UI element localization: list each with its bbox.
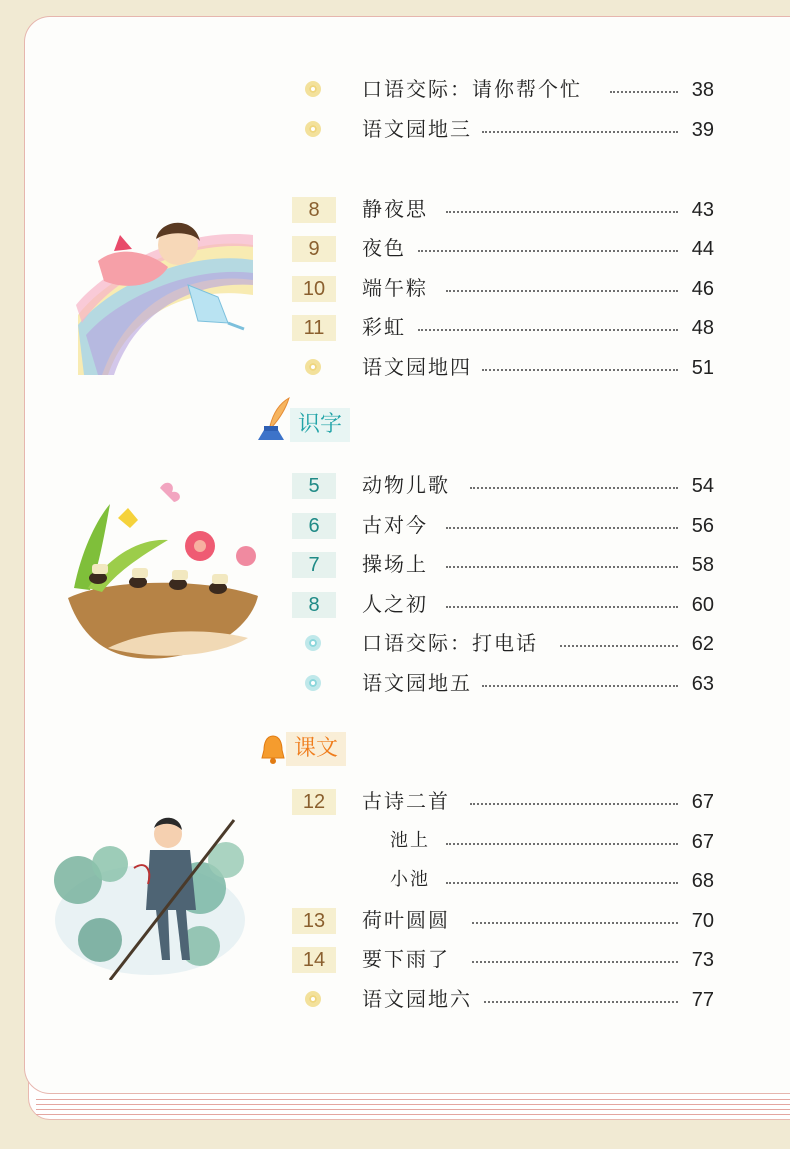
double-circle-icon xyxy=(305,359,321,375)
dot-leader xyxy=(482,369,678,371)
entry-title: 彩虹 xyxy=(362,315,406,339)
entry-title: 语文园地五 xyxy=(362,671,472,695)
dot-leader xyxy=(446,527,678,529)
page-number: 67 xyxy=(691,791,714,813)
page-number: 62 xyxy=(691,633,714,655)
dot-leader xyxy=(484,1001,678,1003)
dot-leader xyxy=(446,606,678,608)
entry-title: 古诗二首 xyxy=(362,789,450,813)
lesson-number: 13 xyxy=(292,908,336,934)
lesson-number: 8 xyxy=(292,592,336,618)
page-edge-line xyxy=(36,1096,790,1100)
page-number: 46 xyxy=(691,278,714,300)
entry-title: 语文园地三 xyxy=(362,117,472,141)
dot-leader xyxy=(446,566,678,568)
page-number: 48 xyxy=(691,317,714,339)
section-heading-shizi xyxy=(256,400,350,442)
page-number: 38 xyxy=(691,79,714,101)
double-circle-icon xyxy=(305,991,321,1007)
dot-leader xyxy=(446,843,678,845)
page-number: 51 xyxy=(691,357,714,379)
lesson-number: 10 xyxy=(292,276,336,302)
entry-title: 端午粽 xyxy=(362,276,428,300)
page-edge-line xyxy=(36,1111,790,1115)
dot-leader xyxy=(446,211,678,213)
page-number: 43 xyxy=(691,199,714,221)
lesson-number: 12 xyxy=(292,789,336,815)
section-title: 课文 xyxy=(286,732,346,766)
dot-leader xyxy=(418,329,678,331)
entry-title: 口语交际：请你帮个忙 xyxy=(362,77,582,101)
page-number: 70 xyxy=(691,910,714,932)
entry-title: 口语交际：打电话 xyxy=(362,631,538,655)
double-circle-icon xyxy=(305,635,321,651)
lesson-number: 14 xyxy=(292,947,336,973)
entry-title: 夜色 xyxy=(362,236,406,260)
page-number: 56 xyxy=(691,515,714,537)
double-circle-icon xyxy=(305,81,321,97)
page-number: 60 xyxy=(691,594,714,616)
lesson-number: 11 xyxy=(292,315,336,341)
dot-leader xyxy=(482,131,678,133)
girl-rainbow-illustration xyxy=(68,205,258,385)
page-number: 54 xyxy=(691,475,714,497)
quill-ink-icon xyxy=(256,396,290,442)
entry-title: 语文园地六 xyxy=(362,987,472,1011)
boy-pond-illustration xyxy=(50,800,250,980)
lesson-number: 9 xyxy=(292,236,336,262)
dot-leader xyxy=(470,487,678,489)
entry-title: 动物儿歌 xyxy=(362,473,450,497)
page-number: 68 xyxy=(691,870,714,892)
dot-leader xyxy=(560,645,678,647)
toc-row[interactable] xyxy=(0,113,790,147)
page-number: 67 xyxy=(691,831,714,853)
lesson-number: 5 xyxy=(292,473,336,499)
double-circle-icon xyxy=(305,121,321,137)
page-number: 73 xyxy=(691,949,714,971)
entry-title: 池上 xyxy=(390,830,430,851)
dot-leader xyxy=(470,803,678,805)
page-edge-line xyxy=(36,1106,790,1110)
bell-icon xyxy=(260,734,286,766)
dot-leader xyxy=(446,290,678,292)
page-number: 44 xyxy=(691,238,714,260)
entry-title: 静夜思 xyxy=(362,197,428,221)
toc-row[interactable] xyxy=(0,73,790,107)
dot-leader xyxy=(472,922,678,924)
entry-title: 语文园地四 xyxy=(362,355,472,379)
ants-flowers-illustration xyxy=(68,478,258,663)
dot-leader xyxy=(472,961,678,963)
page-number: 63 xyxy=(691,673,714,695)
entry-title: 人之初 xyxy=(362,592,428,616)
dot-leader xyxy=(418,250,678,252)
dot-leader xyxy=(482,685,678,687)
lesson-number: 6 xyxy=(292,513,336,539)
lesson-number: 7 xyxy=(292,552,336,578)
entry-title: 荷叶圆圆 xyxy=(362,908,450,932)
section-title: 识字 xyxy=(290,408,350,442)
toc-row[interactable] xyxy=(0,667,790,701)
lesson-number: 8 xyxy=(292,197,336,223)
entry-title: 古对今 xyxy=(362,513,428,537)
toc-row[interactable] xyxy=(0,983,790,1017)
page-edge-line xyxy=(36,1101,790,1105)
section-heading-kewen xyxy=(260,724,346,766)
entry-title: 要下雨了 xyxy=(362,947,450,971)
page-number: 58 xyxy=(691,554,714,576)
dot-leader xyxy=(446,882,678,884)
entry-title: 操场上 xyxy=(362,552,428,576)
dot-leader xyxy=(610,91,678,93)
double-circle-icon xyxy=(305,675,321,691)
entry-title: 小池 xyxy=(390,869,430,890)
page-number: 39 xyxy=(691,119,714,141)
page-number: 77 xyxy=(691,989,714,1011)
